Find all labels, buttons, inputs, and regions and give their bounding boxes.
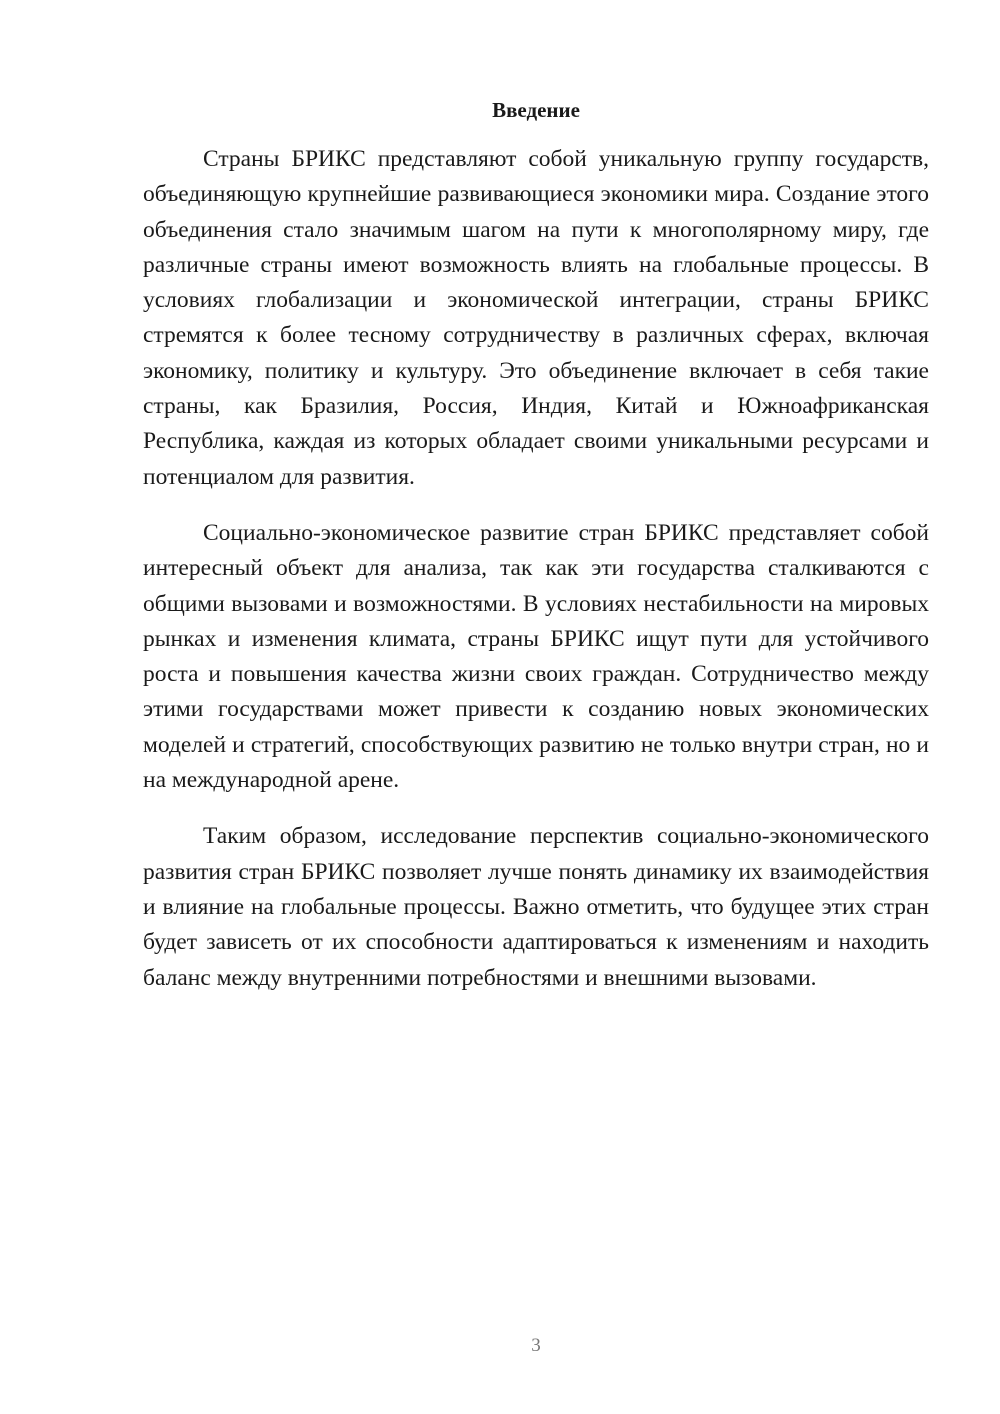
body-text bbox=[143, 142, 929, 1017]
paragraph-3: Таким образом, исследование перспектив социально-экономического развития стран БРИКС позволяет лучше понять динамику их взаимодействия и влияние на глобальные процессы. Важно отметить, что будущее этих стран будет зависеть от их способности адаптироваться к изменениям и находить баланс между внутренними потребностями и внешними вызовами. bbox=[143, 823, 929, 991]
section-heading: Введение bbox=[492, 98, 580, 122]
page-number: 3 bbox=[531, 1335, 541, 1356]
paragraph-2: Социально-экономическое развитие стран БРИКС представляет собой интересный объект для анализа, так как эти государства сталкиваются с общими вызовами и возможностями. В условиях нестабильности на мировых рынках и изменения климата, страны БРИКС ищут пути для устойчивого роста и повышения качества жизни своих граждан. Сотрудничество между этими государствами может привести к созданию новых экономических моделей и стратегий, способствующих развитию не только внутри стран, но и на международной арене. bbox=[143, 519, 929, 794]
paragraph-1: Страны БРИКС представляют собой уникальную группу государств, объединяющую крупнейшие развивающиеся экономики мира. Создание этого объединения стало значимым шагом на пути к многополярному миру, где различные страны имеют возможность влиять на глобальные процессы. В условиях глобализации и экономической интеграции, страны БРИКС стремятся к более тесному сотрудничеству в различных сферах, включая экономику, политику и культуру. Это объединение включает в себя такие страны, как Бразилия, Россия, Индия, Китай и Южноафриканская Республика, каждая из которых обладает своими уникальными ресурсами и потенциалом для развития. bbox=[143, 146, 929, 490]
